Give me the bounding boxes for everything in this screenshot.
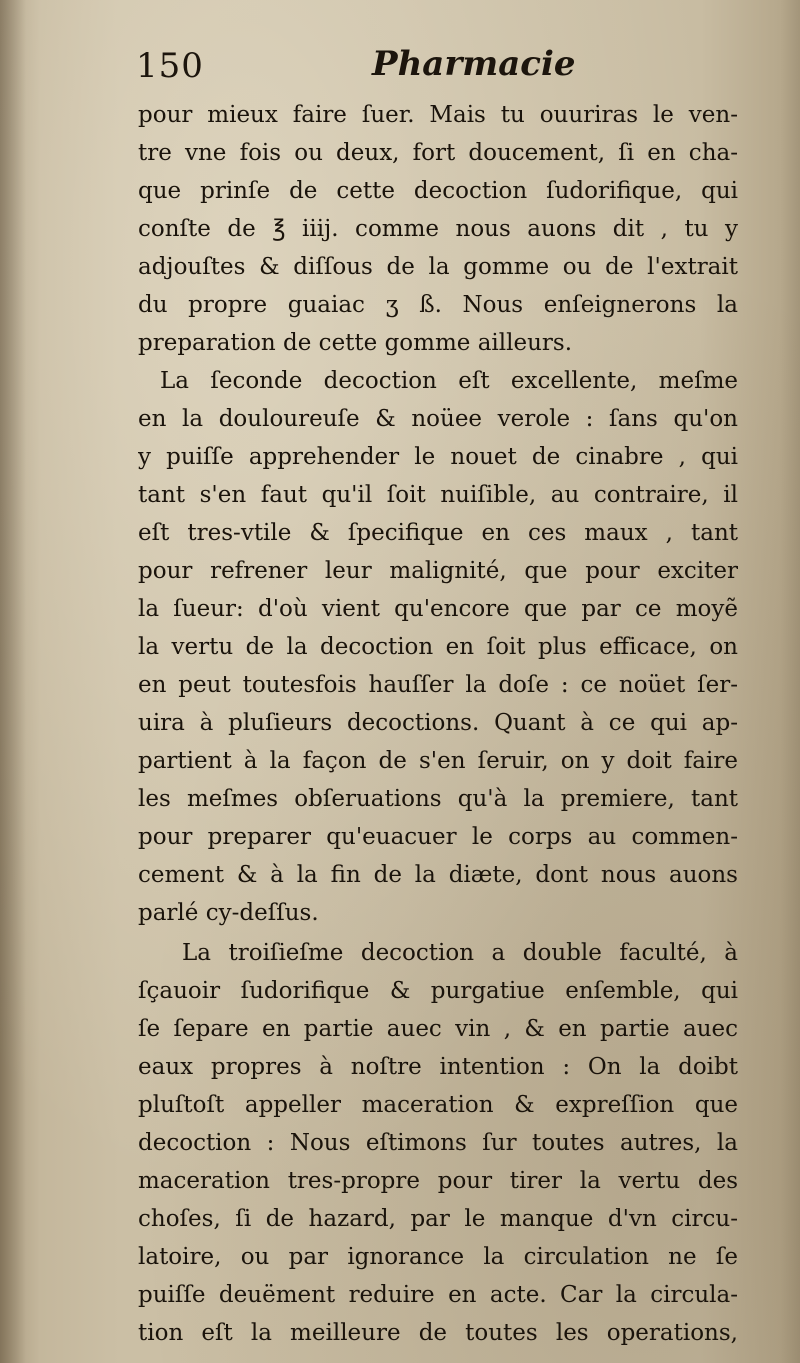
text-line: choſes, ſi de hazard, par le manque d'vn circu- — [138, 1206, 738, 1232]
text-line: la vertu de la decoction en ſoit plus efficace, on — [138, 634, 738, 660]
text-line: pour mieux faire ſuer. Mais tu ouuriras le ven- — [138, 102, 738, 128]
text-line: conſte de ℥ iiij. comme nous auons dit , tu y — [138, 216, 738, 242]
page-number: 150 — [136, 46, 204, 86]
paragraph-start-line: La troiſieſme decoction a double faculté, à — [182, 940, 738, 966]
text-line: tre vne fois ou deux, fort doucement, ſi en cha- — [138, 140, 738, 166]
text-line: latoire, ou par ignorance la circulation ne ſe — [138, 1244, 738, 1270]
text-line: pluſtoſt appeller maceration & expreſſion que — [138, 1092, 738, 1118]
text-line: ſçauoir ſudorifique & purgatiue enſemble, qui — [138, 978, 738, 1004]
text-line: tant s'en faut qu'il ſoit nuiſible, au contraire, il — [138, 482, 738, 508]
running-title: Pharmacie — [372, 44, 576, 84]
text-line: les meſmes obſeruations qu'à la premiere, tant — [138, 786, 738, 812]
text-line: ſe ſepare en partie auec vin , & en partie auec — [138, 1016, 738, 1042]
text-line: preparation de cette gomme ailleurs. — [138, 330, 573, 356]
text-line: du propre guaiac ʒ ß. Nous enſeignerons la — [138, 292, 738, 318]
text-line: la ſueur: d'où vient qu'encore que par ce moyẽ — [138, 596, 738, 622]
text-line: que prinſe de cette decoction ſudorifique, qui — [138, 178, 738, 204]
text-line: pour preparer qu'euacuer le corps au commen- — [138, 824, 738, 850]
text-line: cement & à la fin de la diæte, dont nous auons — [138, 862, 738, 888]
text-line: puiſſe deuëment reduire en acte. Car la circula- — [138, 1282, 738, 1308]
text-line: en peut toutesfois hauſſer la doſe : ce noüet ſer- — [138, 672, 738, 698]
text-line: partient à la façon de s'en ſeruir, on y doit faire — [138, 748, 738, 774]
text-line: maceration tres-propre pour tirer la vertu des — [138, 1168, 738, 1194]
running-head — [136, 40, 736, 92]
text-line: eaux propres à noſtre intention : On la doibt — [138, 1054, 738, 1080]
text-line: tion eſt la meilleure de toutes les operations, — [138, 1320, 738, 1346]
text-line: eſt tres-vtile & ſpecifique en ces maux , tant — [138, 520, 738, 546]
text-line: adjouſtes & diſſous de la gomme ou de l'extrait — [138, 254, 738, 280]
text-line: en la douloureuſe & noüee verole : ſans qu'on — [138, 406, 738, 432]
text-line: decoction : Nous eſtimons ſur toutes autres, la — [138, 1130, 738, 1156]
text-line: pour refrener leur malignité, que pour exciter — [138, 558, 738, 584]
body-text — [138, 96, 738, 1346]
text-line: uira à pluſieurs decoctions. Quant à ce qui ap- — [138, 710, 738, 736]
text-line: parlé cy-deſſus. — [138, 900, 319, 926]
paragraph-start-line: La ſeconde decoction eſt excellente, meſme — [160, 368, 738, 394]
page-gutter-shadow — [0, 0, 26, 1363]
text-line: y puiſſe apprehender le nouet de cinabre , qui — [138, 444, 738, 470]
